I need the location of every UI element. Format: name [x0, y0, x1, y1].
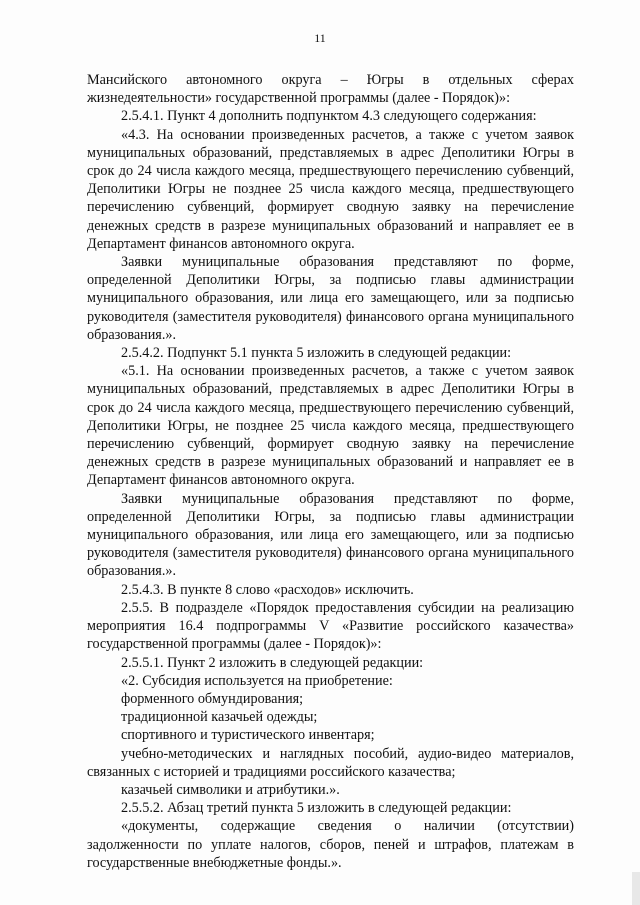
paragraph-2-5-5-2: 2.5.5.2. Абзац третий пункта 5 изложить в следующей редакции: — [121, 800, 512, 817]
paragraph-subsidy-use: «2. Субсидия используется на приобретение: — [121, 672, 393, 689]
paragraph-4-3: «4.3. На основании произведенных расчетов, а также с учетом заявок муниципальных образований, представляемых в адрес Деполитики Югры в срок до 24 числа каждого месяца, предшествующего перечислению субвенций, Деполитики Югры не позднее 25 числа каждого месяца, предшествующего перечислению субвенций, формирует сводную заявку на перечисление денежных средств в разрезе муниципальных образований и направляет ее в Департамент финансов автономного округа. — [87, 126, 574, 252]
scan-edge-mark — [632, 872, 640, 905]
list-item-clothing: традиционной казачьей одежды; — [121, 709, 318, 726]
paragraph-documents: «документы, содержащие сведения о наличии (отсутствии) задолженности по уплате налогов, сборов, пеней и штрафов, платежам в государственные внебюджетные фонды.». — [87, 818, 574, 871]
paragraph-applications-2: Заявки муниципальные образования представляют по форме, определенной Деполитики Югры, за подписью главы администрации муниципального образования, или лица его замещающего, или за подписью руководителя (заместителя руководителя) финансового органа муниципального образования.». — [87, 490, 574, 580]
paragraph-2-5-4-1: 2.5.4.1. Пункт 4 дополнить подпунктом 4.3 следующего содержания: — [121, 108, 537, 125]
paragraph-continuation: Мансийского автономного округа – Югры в отдельных сферах жизнедеятельности» государственной программы (далее - Порядок)»: — [87, 72, 574, 107]
page-number: 11 — [314, 31, 326, 45]
paragraph-5-1: «5.1. На основании произведенных расчетов, а также с учетом заявок муниципальных образований, представляемых в адрес Деполитики Югры в срок до 24 числа каждого месяца, предшествующего перечислению субвенций, Деполитики Югры, не позднее 25 числа каждого месяца, предшествующего перечислению субвенций, формирует сводную заявку на перечисление денежных средств в разрезе муниципальных образований и направляет ее в Департамент финансов автономного округа. — [87, 363, 574, 489]
list-item-uniform: форменного обмундирования; — [121, 690, 304, 707]
document-body — [87, 71, 574, 872]
paragraph-2-5-4-3: 2.5.4.3. В пункте 8 слово «расходов» исключить. — [121, 581, 414, 598]
list-item-sports-equipment: спортивного и туристического инвентаря; — [121, 727, 375, 744]
paragraph-applications-1: Заявки муниципальные образования представляют по форме, определенной Деполитики Югры, за подписью главы администрации муниципального образования, или лица его замещающего, или за подписью руководителя (заместителя руководителя) финансового органа муниципального образования.». — [87, 254, 574, 343]
paragraph-2-5-5-1: 2.5.5.1. Пункт 2 изложить в следующей редакции: — [121, 654, 424, 671]
list-item-symbols: казачьей символики и атрибутики.». — [121, 781, 340, 798]
paragraph-2-5-4-2: 2.5.4.2. Подпункт 5.1 пункта 5 изложить в следующей редакции: — [121, 345, 512, 362]
paragraph-2-5-5: 2.5.5. В подразделе «Порядок предоставления субсидии на реализацию мероприятия 16.4 подпрограммы V «Развитие российского казачества» государственной программы (далее - Порядок)»: — [87, 599, 574, 653]
list-item-teaching-materials: учебно-методических и наглядных пособий, аудио-видео материалов, связанных с историей и традициями российского казачества; — [87, 745, 574, 780]
